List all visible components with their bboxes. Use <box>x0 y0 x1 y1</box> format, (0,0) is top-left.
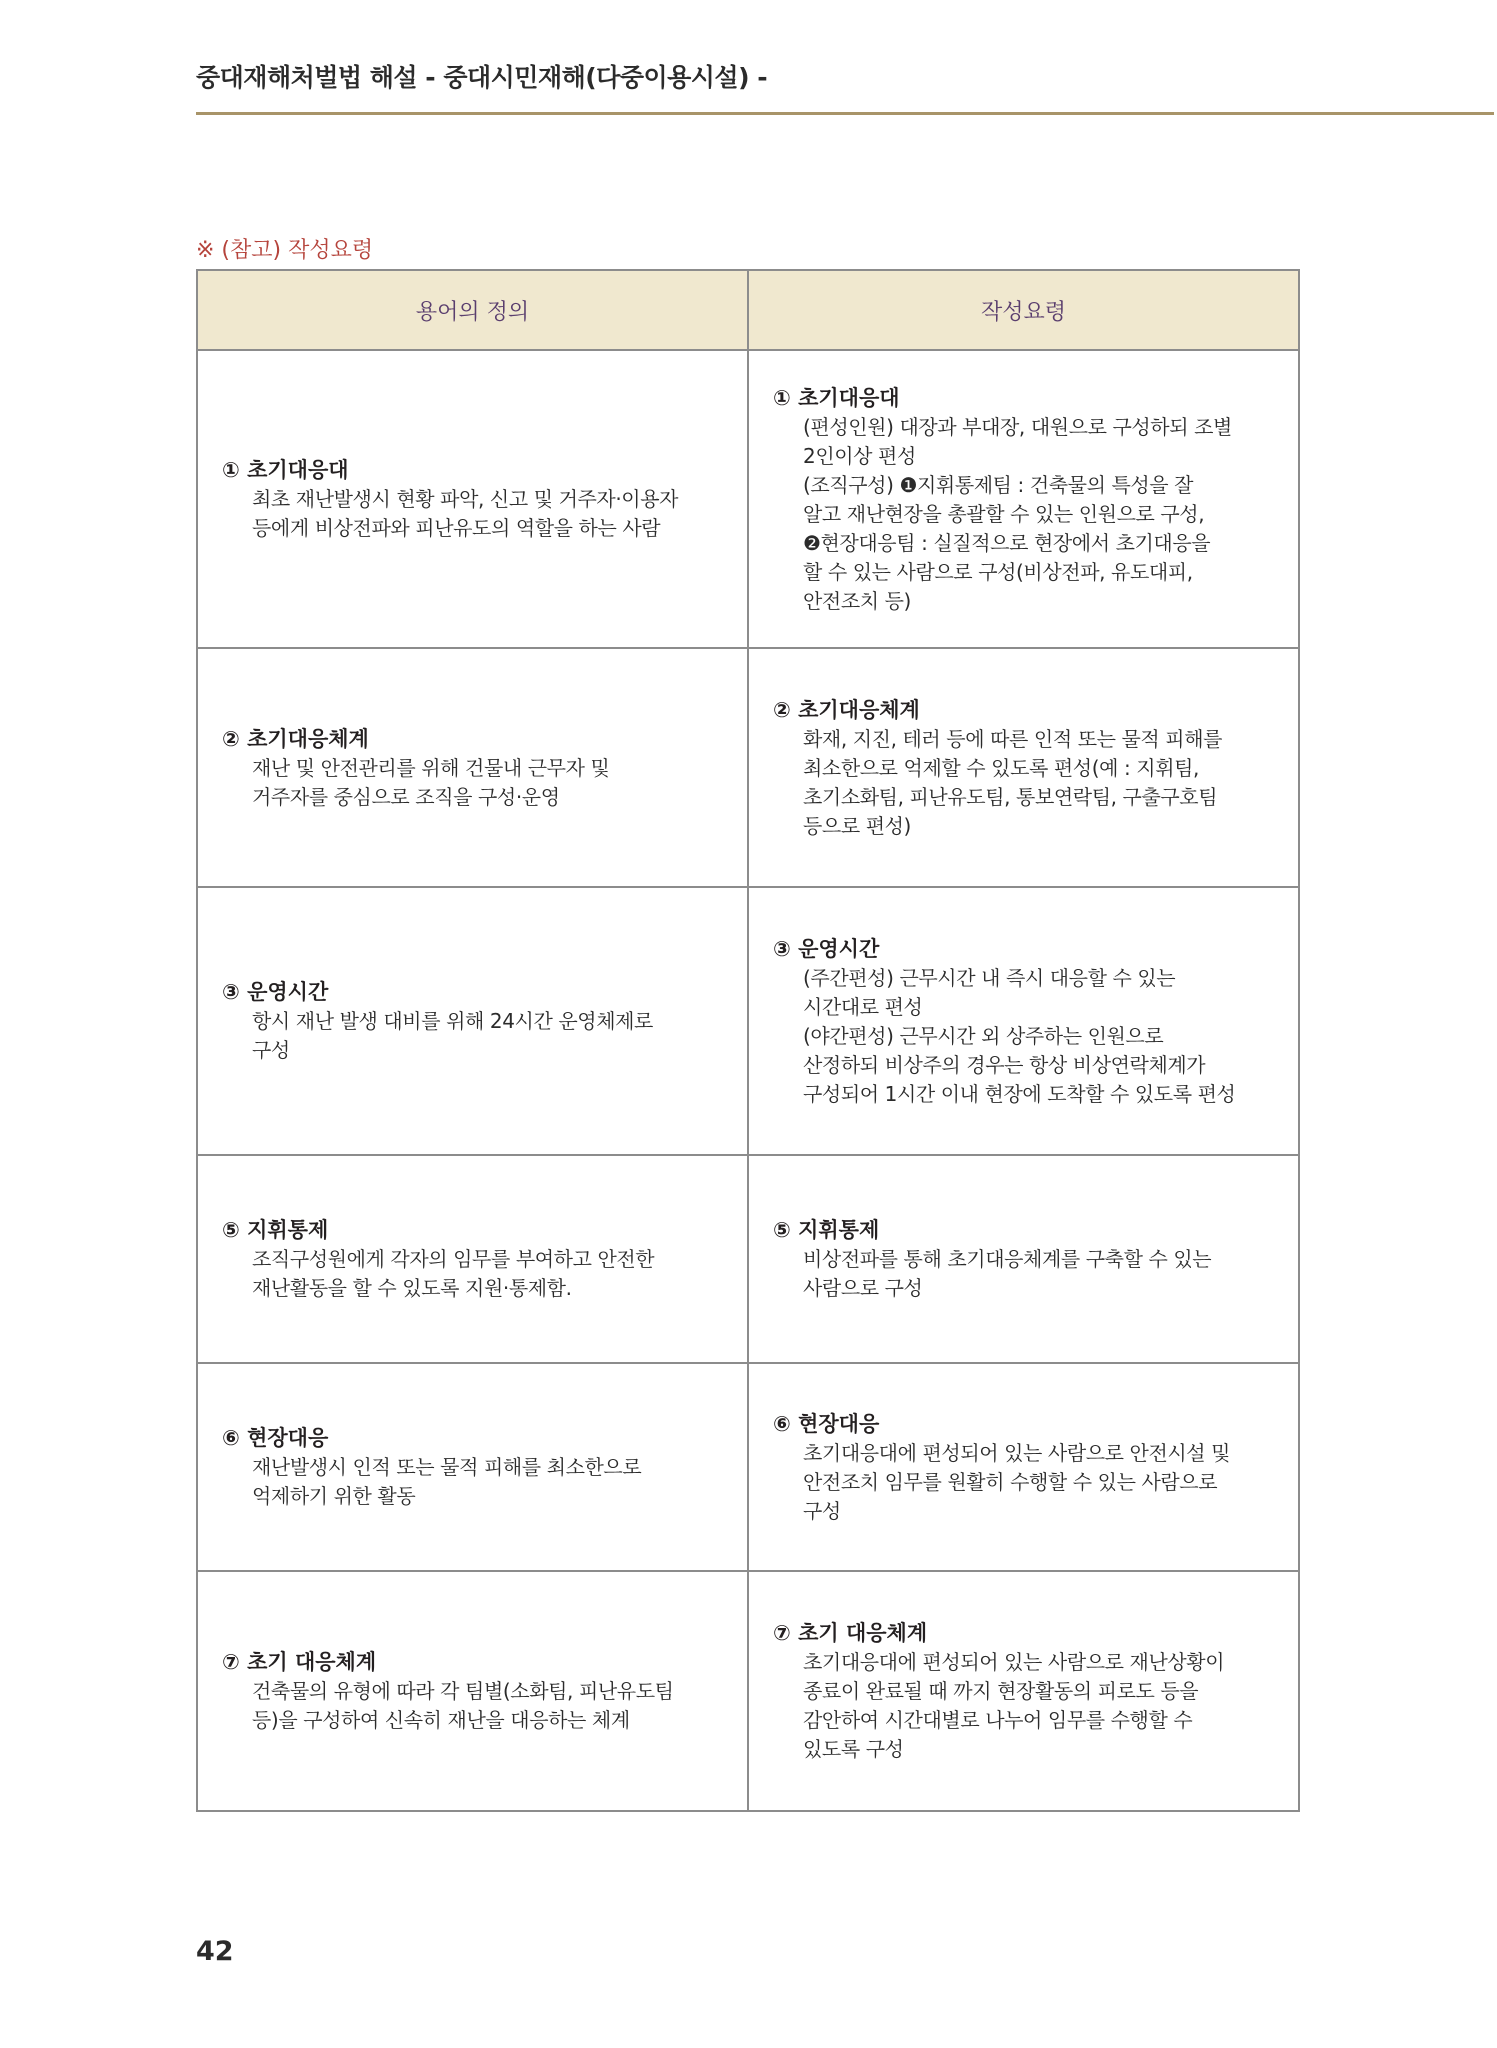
table-header-row <box>197 270 1299 350</box>
column-header-definition: 용어의 정의 <box>197 270 748 350</box>
definition-title: ② 초기대응체계 <box>222 726 369 751</box>
guide-title: ⑦ 초기 대응체계 <box>773 1621 928 1645</box>
guide-title: ① 초기대응대 <box>773 385 900 410</box>
definition-body: 항시 재난 발생 대비를 위해 24시간 운영체제로 구성 <box>252 1009 653 1062</box>
definition-body: 조직구성원에게 각자의 임무를 부여하고 안전한 재난활동을 할 수 있도록 지원·통제함. <box>252 1247 655 1300</box>
guide-title: ⑤ 지휘통제 <box>773 1218 880 1242</box>
guide-title: ③ 운영시간 <box>773 936 880 961</box>
guide-cell <box>748 1571 1299 1811</box>
definition-body: 재난 및 안전관리를 위해 건물내 근무자 및 거주자를 중심으로 조직을 구성·운영 <box>252 755 610 809</box>
definition-body: 재난발생시 인적 또는 물적 피해를 최소한으로 억제하기 위한 활동 <box>252 1455 642 1508</box>
guide-cell <box>748 350 1299 648</box>
guide-cell <box>748 648 1299 887</box>
table-row <box>197 648 1299 887</box>
table-row <box>197 887 1299 1155</box>
guide-table <box>196 269 1300 1812</box>
guide-body: 비상전파를 통해 초기대응체계를 구축할 수 있는 사람으로 구성 <box>803 1247 1212 1300</box>
definition-body: 건축물의 유형에 따라 각 팀별(소화팀, 피난유도팀 등)을 구성하여 신속히 재난을 대응하는 체계 <box>252 1679 674 1732</box>
guide-body: (주간편성) 근무시간 내 즉시 대응할 수 있는 시간대로 편성 (야간편성) 근무시간 외 상주하는 인원으로 산정하되 비상주의 경우는 항상 비상연락체계가 구성되어 1시간 이내 현장에 도착할 수 있도록 편성 <box>803 965 1236 1106</box>
definition-cell <box>197 648 748 887</box>
guide-title: ② 초기대응체계 <box>773 697 920 722</box>
definition-body: 최초 재난발생시 현황 파악, 신고 및 거주자·이용자 등에게 비상전파와 피난유도의 역할을 하는 사람 <box>252 487 679 540</box>
definition-cell <box>197 887 748 1155</box>
guide-cell <box>748 1155 1299 1363</box>
definition-title: ⑤ 지휘통제 <box>222 1218 329 1242</box>
guide-body: 초기대응대에 편성되어 있는 사람으로 안전시설 및 안전조치 임무를 원활히 수행할 수 있는 사람으로 구성 <box>803 1440 1231 1523</box>
guide-body: (편성인원) 대장과 부대장, 대원으로 구성하되 조별 2인이상 편성 (조직구성) ❶지휘통제팀 : 건축물의 특성을 잘 알고 재난현장을 총괄할 수 있는 인원으로 구성, ❷현장대응팀 : 실질적으로 현장에서 초기대응을 할 수 있는 사람으로 구성(비상전파, 유도대피, 안전조치 등) <box>803 414 1232 613</box>
page-number: 42 <box>196 1936 234 1967</box>
definition-cell <box>197 1571 748 1811</box>
reference-note: ※ (참고) 작성요령 <box>196 238 374 263</box>
column-header-guide: 작성요령 <box>748 270 1299 350</box>
definition-title: ⑦ 초기 대응체계 <box>222 1650 377 1674</box>
header-divider <box>196 112 1494 115</box>
running-header: 중대재해처벌법 해설 - 중대시민재해(다중이용시설) - <box>196 63 768 92</box>
guide-cell <box>748 887 1299 1155</box>
guide-title: ⑥ 현장대응 <box>773 1411 880 1436</box>
guide-body: 화재, 지진, 테러 등에 따른 인적 또는 물적 피해를 최소한으로 억제할 수 있도록 편성(예 : 지휘팀, 초기소화팀, 피난유도팀, 통보연락팀, 구출구호팀 등으로 편성) <box>803 726 1223 838</box>
table-row <box>197 350 1299 648</box>
table-row <box>197 1571 1299 1811</box>
table-row <box>197 1363 1299 1571</box>
guide-body: 초기대응대에 편성되어 있는 사람으로 재난상황이 종료이 완료될 때 까지 현장활동의 피로도 등을 감안하여 시간대별로 나누어 임무를 수행할 수 있도록 구성 <box>803 1650 1225 1761</box>
definition-title: ③ 운영시간 <box>222 980 329 1004</box>
definition-cell <box>197 1363 748 1571</box>
definition-cell <box>197 1155 748 1363</box>
definition-title: ⑥ 현장대응 <box>222 1426 329 1450</box>
table-row <box>197 1155 1299 1363</box>
definition-cell <box>197 350 748 648</box>
guide-cell <box>748 1363 1299 1571</box>
definition-title: ① 초기대응대 <box>222 458 349 482</box>
